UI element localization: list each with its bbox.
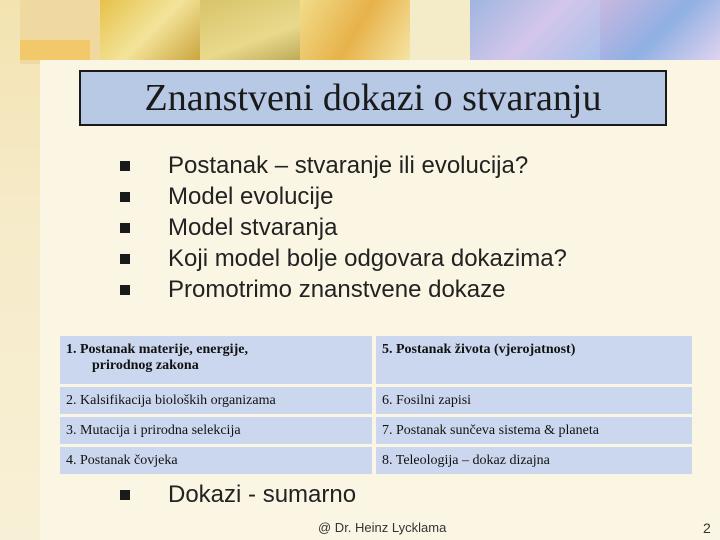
table-cell bbox=[376, 387, 692, 414]
cell-text: 6. Fosilni zapisi bbox=[382, 392, 472, 408]
square-bullet-icon bbox=[120, 285, 130, 295]
list-item bbox=[120, 481, 356, 509]
bullet-text: Dokazi - sumarno bbox=[168, 481, 357, 508]
table-row bbox=[60, 336, 696, 384]
cell-text: 1. Postanak materije, energije, bbox=[66, 342, 248, 357]
cell-text: 2. Kalsifikacija bioloških organizama bbox=[66, 392, 276, 408]
page-number: 2 bbox=[703, 520, 711, 536]
table-cell bbox=[376, 447, 692, 474]
cell-text: 7. Postanak sunčeva sistema & planeta bbox=[382, 422, 599, 438]
cell-text: prirodnog zakona bbox=[92, 358, 199, 373]
page-title: Znanstveni dokazi o stvaranju bbox=[144, 77, 602, 119]
bullet-text: Model evolucije bbox=[168, 182, 334, 210]
square-bullet-icon bbox=[120, 161, 130, 171]
list-item bbox=[120, 150, 567, 181]
list-item bbox=[120, 274, 567, 305]
table-cell bbox=[376, 417, 692, 444]
table-row bbox=[60, 417, 696, 444]
table-cell bbox=[60, 336, 372, 384]
bullet-list bbox=[120, 150, 567, 305]
bullet-text: Promotrimo znanstvene dokaze bbox=[168, 275, 506, 303]
square-bullet-icon bbox=[120, 254, 130, 264]
title-box bbox=[79, 70, 667, 126]
decorative-banner bbox=[0, 0, 720, 64]
table-row bbox=[60, 387, 696, 414]
cell-text: 5. Postanak života (vjerojatnost) bbox=[382, 342, 576, 357]
left-decorative-band bbox=[0, 0, 40, 540]
bullet-text: Postanak – stvaranje ili evolucija? bbox=[168, 151, 529, 179]
table-row bbox=[60, 447, 696, 474]
footer-author: @ Dr. Heinz Lycklama bbox=[318, 520, 447, 535]
square-bullet-icon bbox=[120, 223, 130, 233]
cell-text: 8. Teleologija – dokaz dizajna bbox=[382, 452, 550, 468]
table-cell bbox=[376, 336, 692, 384]
list-item bbox=[120, 243, 567, 274]
bullet-text: Koji model bolje odgovara dokazima? bbox=[168, 244, 567, 272]
square-bullet-icon bbox=[120, 192, 130, 202]
table-cell bbox=[60, 387, 372, 414]
bullet-text: Model stvaranja bbox=[168, 213, 338, 241]
cell-text: 3. Mutacija i prirodna selekcija bbox=[66, 422, 241, 438]
square-bullet-icon bbox=[120, 490, 130, 500]
cell-text: 4. Postanak čovjeka bbox=[66, 452, 178, 468]
evidence-table bbox=[60, 336, 696, 477]
table-cell bbox=[60, 417, 372, 444]
table-cell bbox=[60, 447, 372, 474]
list-item bbox=[120, 212, 567, 243]
list-item bbox=[120, 181, 567, 212]
